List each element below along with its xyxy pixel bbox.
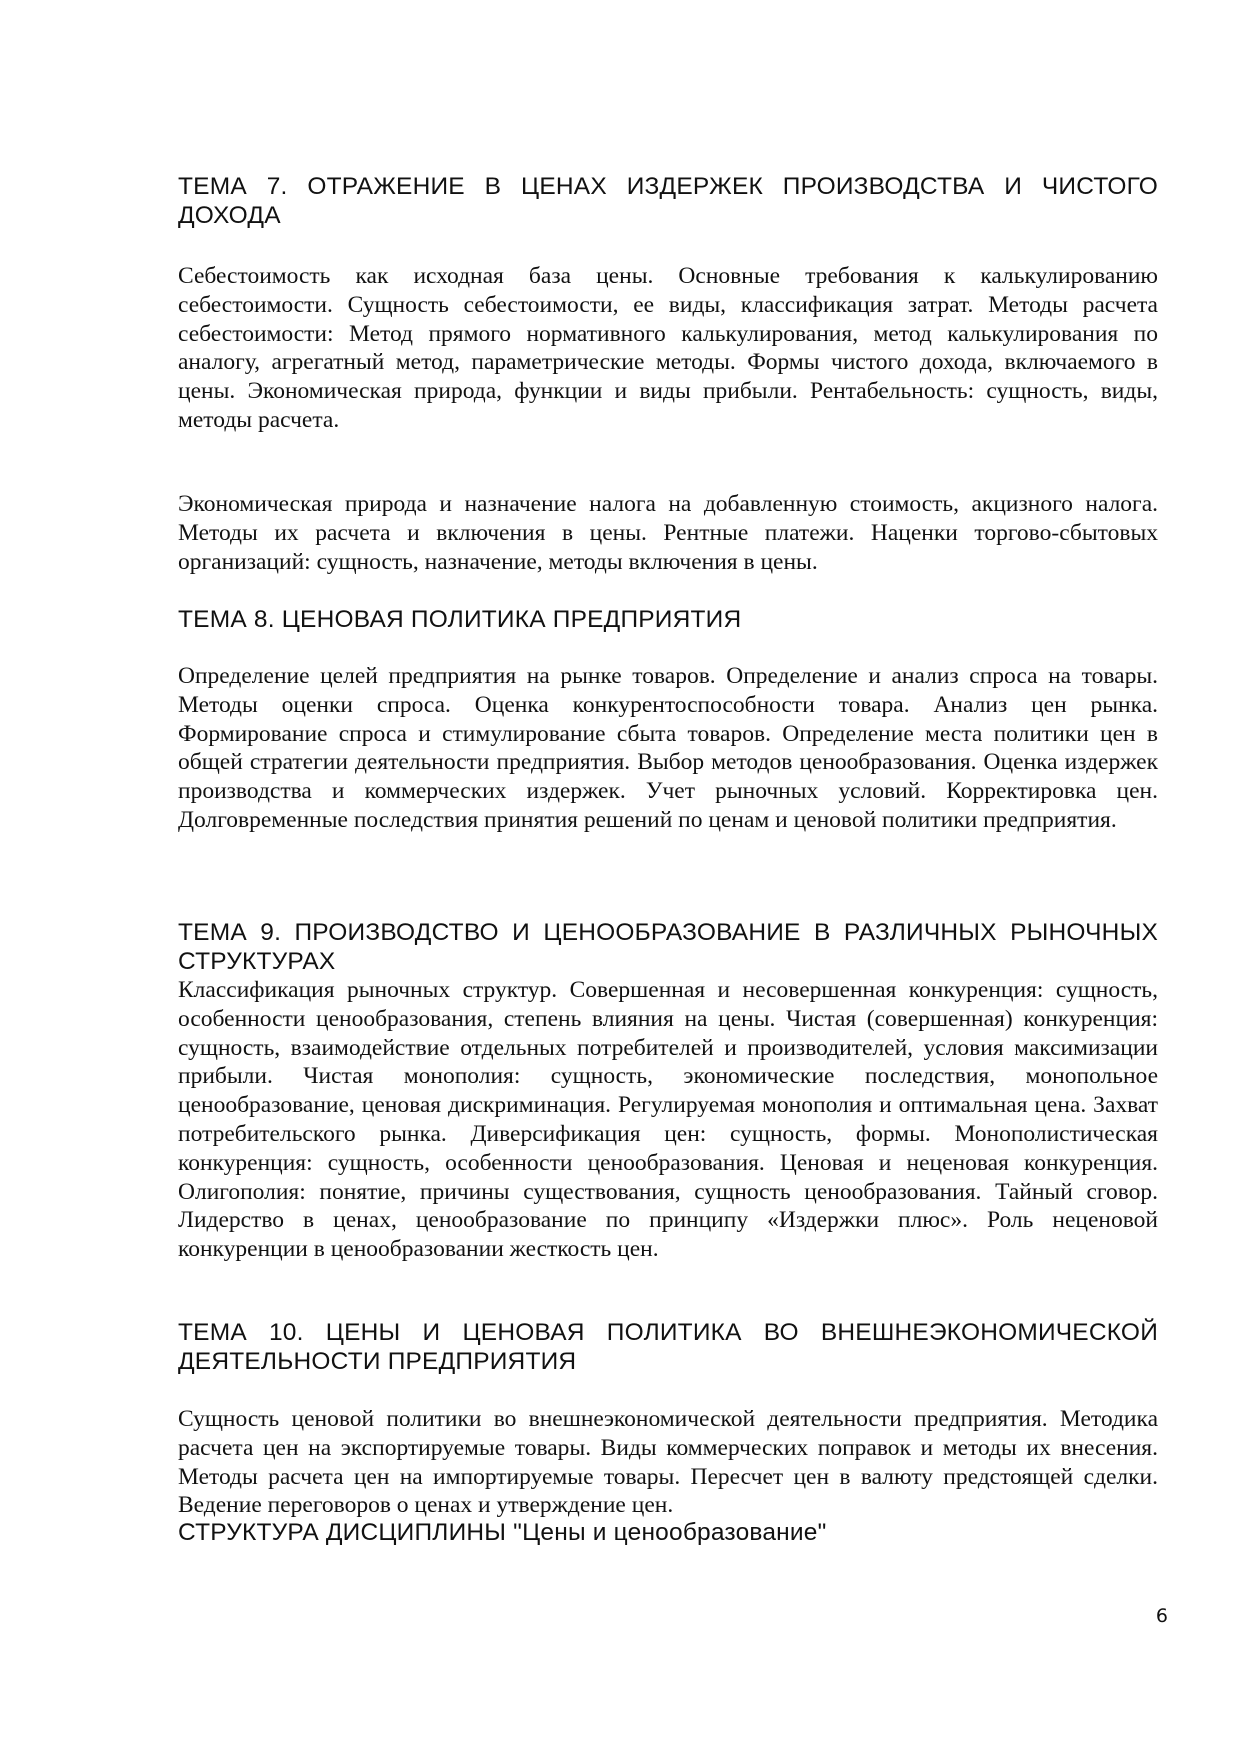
topic-9-heading: ТЕМА 9. ПРОИЗВОДСТВО И ЦЕНООБРАЗОВАНИЕ В РАЗЛИЧНЫХ РЫНОЧНЫХ СТРУКТУРАХ: [178, 919, 1158, 975]
structure-heading: СТРУКТУРА ДИСЦИПЛИНЫ "Цены и ценообразование": [178, 1519, 827, 1546]
topic-7-heading: ТЕМА 7. ОТРАЖЕНИЕ В ЦЕНАХ ИЗДЕРЖЕК ПРОИЗВОДСТВА И ЧИСТОГО ДОХОДА: [178, 173, 1158, 229]
topic-8-heading: ТЕМА 8. ЦЕНОВАЯ ПОЛИТИКА ПРЕДПРИЯТИЯ: [178, 606, 742, 633]
topic-8-paragraph-1: Определение целей предприятия на рынке товаров. Определение и анализ спроса на товары. Методы оценки спроса. Оценка конкурентоспособности товара. Анализ цен рынка. Формирование спроса и стимулирование сбыта товаров. Определение места политики цен в общей стратегии деятельности предприятия. Выбор методов ценообразования. Оценка издержек производства и коммерческих издержек. Учет рыночных условий. Корректировка цен. Долговременные последствия принятия решений по ценам и ценовой политики предприятия.: [178, 663, 1158, 833]
page-number: 6: [1155, 1605, 1168, 1627]
topic-7-paragraph-2: Экономическая природа и назначение налога на добавленную стоимость, акцизного налога. Методы их расчета и включения в цены. Рентные платежи. Наценки торгово-сбытовых организаций: сущность, назначение, методы включения в цены.: [178, 491, 1158, 575]
topic-7-paragraph-1: Себестоимость как исходная база цены. Основные требования к калькулированию себестоимости. Сущность себестоимости, ее виды, классификация затрат. Методы расчета себестоимости: Метод прямого нормативного калькулирования, метод калькулирования по аналогу, агрегатный метод, параметрические методы. Формы чистого дохода, включаемого в цены. Экономическая природа, функции и виды прибыли. Рентабельность: сущность, виды, методы расчета.: [178, 263, 1158, 433]
topic-9-paragraph-1: Классификация рыночных структур. Совершенная и несовершенная конкуренция: сущность, особенности ценообразования, степень влияния на цены. Чистая (совершенная) конкуренция: сущность, взаимодействие отдельных потребителей и производителей, условия максимизации прибыли. Чистая монополия: сущность, экономические последствия, монопольное ценообразование, ценовая дискриминация. Регулируемая монополия и оптимальная цена. Захват потребительского рынка. Диверсификация цен: сущность, формы. Монополистическая конкуренция: сущность, особенности ценообразования. Ценовая и неценовая конкуренция. Олигополия: понятие, причины существования, сущность ценообразования. Тайный сговор. Лидерство в ценах, ценообразование по принципу «Издержки плюс». Роль неценовой конкуренции в ценообразовании жесткость цен.: [178, 977, 1158, 1263]
topic-10-heading: ТЕМА 10. ЦЕНЫ И ЦЕНОВАЯ ПОЛИТИКА ВО ВНЕШНЕЭКОНОМИЧЕСКОЙ ДЕЯТЕЛЬНОСТИ ПРЕДПРИЯТИЯ: [178, 1319, 1158, 1375]
topic-10-paragraph-1: Сущность ценовой политики во внешнеэкономической деятельности предприятия. Методика расчета цен на экспортируемые товары. Виды коммерческих поправок и методы их внесения. Методы расчета цен на импортируемые товары. Пересчет цен в валюту предстоящей сделки. Ведение переговоров о ценах и утверждение цен.: [178, 1406, 1158, 1519]
